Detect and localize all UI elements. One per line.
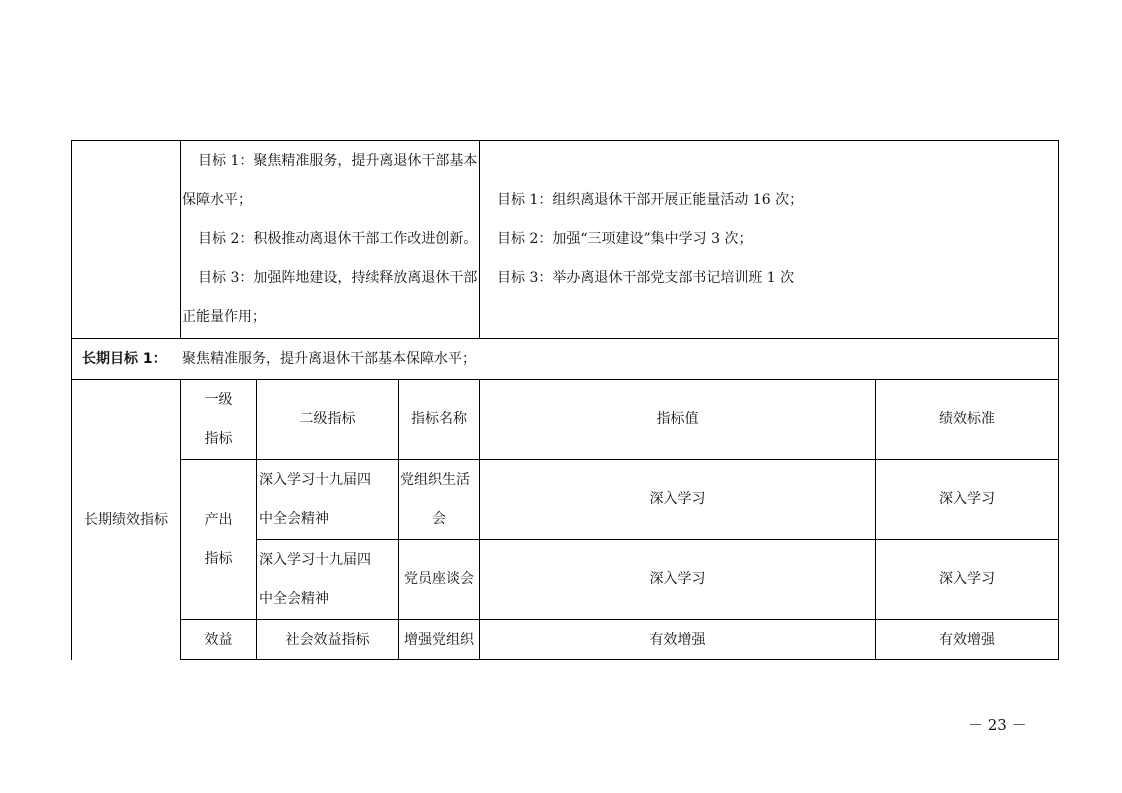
benefit-value: 有效增强 (649, 632, 706, 648)
row1-level2-b: 中全会精神 (259, 511, 329, 527)
row2-level2-a: 深入学习十九届四 (259, 552, 371, 568)
row2-level2-b: 中全会精神 (259, 591, 329, 607)
benefit-name: 增强党组织 (404, 632, 474, 648)
target-2: 目标 2：加强“三项建设”集中学习 3 次； (497, 231, 753, 247)
row1-standard: 深入学习 (939, 491, 995, 507)
goal-3-line-2: 正能量作用； (182, 309, 266, 325)
row1-name-b: 会 (432, 511, 446, 527)
row1-level2-a: 深入学习十九届四 (259, 472, 371, 488)
row2-standard: 深入学习 (939, 571, 995, 587)
row1-name-a: 党组织生活 (400, 472, 470, 488)
goal-3-line-1: 目标 3：加强阵地建设，持续释放离退休干部 (198, 270, 478, 286)
long-term-indicators-label: 长期绩效指标 (84, 512, 168, 528)
target-3: 目标 3：举办离退休干部党支部书记培训班 1 次 (497, 270, 795, 286)
row1-value: 深入学习 (649, 491, 706, 507)
target-1: 目标 1：组织离退休干部开展正能量活动 16 次； (497, 192, 804, 208)
output-label-b: 指标 (204, 551, 233, 567)
header-indicator-name: 指标名称 (411, 411, 467, 427)
row2-name: 党员座谈会 (404, 571, 474, 587)
benefit-level1: 效益 (204, 632, 233, 648)
header-level2: 二级指标 (299, 411, 356, 427)
goal-1-line-2: 保障水平； (182, 192, 252, 208)
long-term-goal-label: 长期目标 1： (82, 351, 167, 367)
goal-2-line: 目标 2：积极推动离退休干部工作改进创新。 (198, 231, 478, 247)
output-label-a: 产出 (204, 512, 233, 528)
benefit-level2: 社会效益指标 (285, 632, 370, 648)
page-number: － 23 － (968, 716, 1027, 734)
header-indicator-value: 指标值 (656, 411, 699, 427)
benefit-standard: 有效增强 (939, 632, 995, 648)
row2-value: 深入学习 (649, 571, 706, 587)
header-level1-b: 指标 (204, 431, 233, 447)
header-level1-a: 一级 (204, 392, 233, 408)
goal-1-line-1: 目标 1：聚焦精准服务，提升离退休干部基本 (198, 153, 478, 169)
long-term-goal-text: 聚焦精准服务，提升离退休干部基本保障水平； (182, 351, 476, 367)
header-performance-standard: 绩效标准 (939, 411, 995, 427)
